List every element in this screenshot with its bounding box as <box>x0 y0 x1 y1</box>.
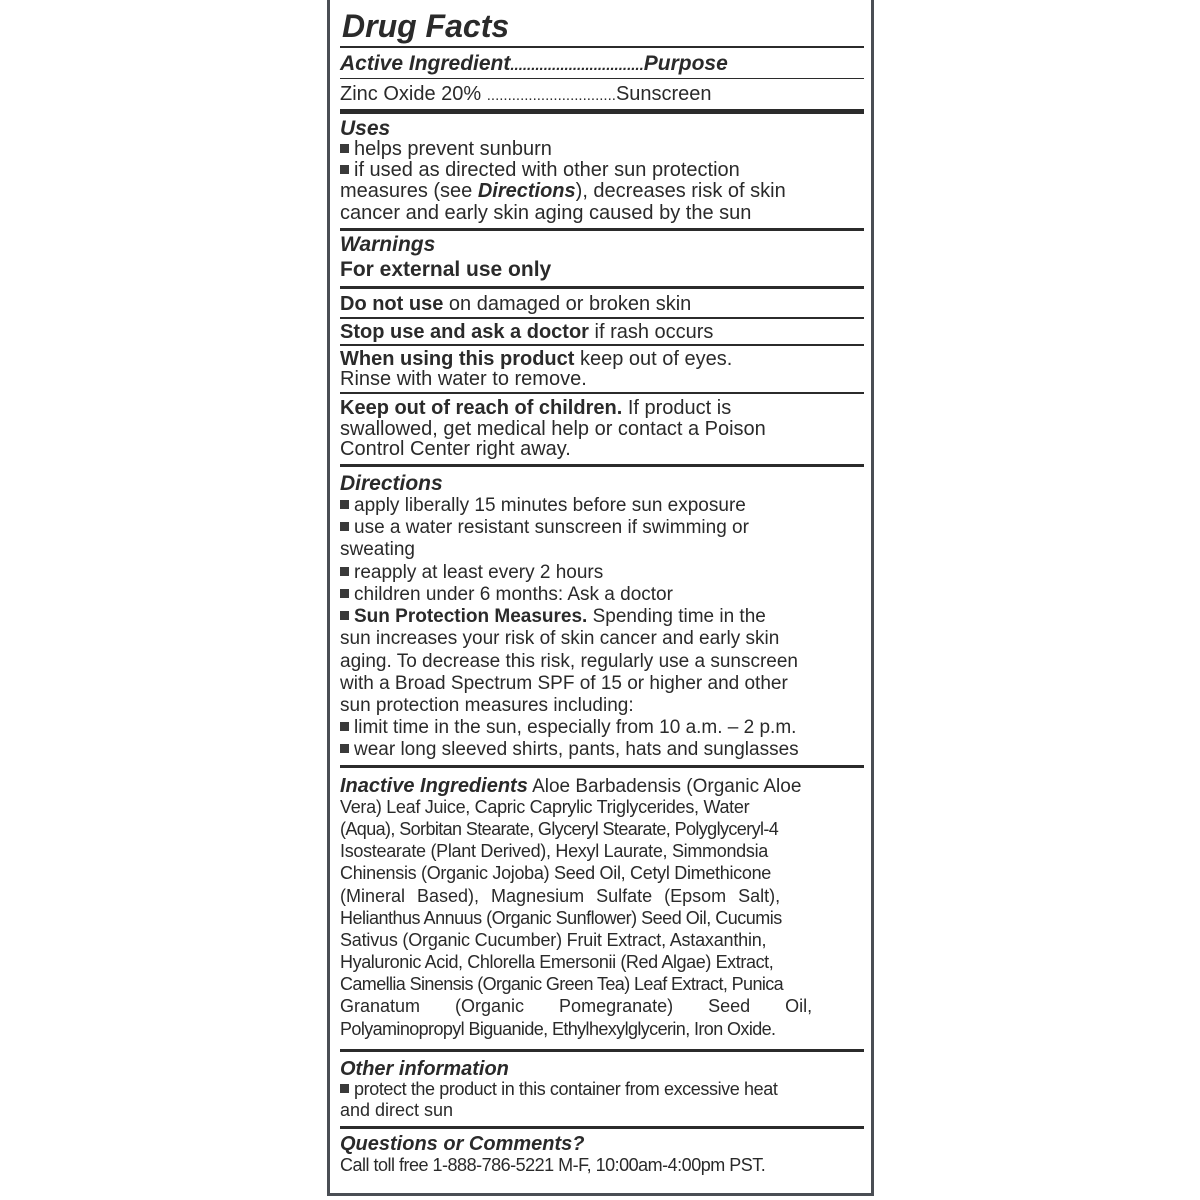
uses-text: helps prevent sunburn <box>354 138 552 160</box>
directions-line: with a Broad Spectrum SPF of 15 or higher and other <box>340 673 788 694</box>
inactive-line: (Aqua), Sorbitan Stearate, Glyceryl Stearate, Polyglyceryl-4 <box>340 819 779 839</box>
external-use-note: For external use only <box>340 258 552 281</box>
directions-line: sun protection measures including: <box>340 695 634 716</box>
uses-item <box>340 160 740 180</box>
divider <box>340 286 864 289</box>
bullet-icon <box>340 500 349 509</box>
inactive-line: Chinensis (Organic Jojoba) Seed Oil, Cetyl Dimethicone <box>340 863 771 883</box>
active-ingredient-heading <box>340 53 728 74</box>
when-using-line2: Rinse with water to remove. <box>340 368 587 390</box>
page-title: Drug Facts <box>342 8 510 44</box>
bullet-icon <box>340 567 349 576</box>
divider-thick <box>340 464 864 467</box>
questions-heading: Questions or Comments? <box>340 1133 585 1155</box>
bullet-icon <box>340 1084 349 1093</box>
directions-line: aging. To decrease this risk, regularly use a sunscreen <box>340 651 799 672</box>
uses-text: ), decreases risk of skin <box>575 180 786 202</box>
directions-text: use a water resistant sunscreen if swimming or <box>354 517 749 538</box>
directions-item <box>340 718 796 737</box>
warning-text: keep out of eyes. <box>574 348 733 370</box>
other-line: and direct sun <box>340 1100 454 1120</box>
bullet-icon <box>340 722 349 731</box>
warning-label: When using this product <box>340 348 575 370</box>
directions-text: Spending time in the <box>587 606 766 627</box>
inactive-text: Aloe Barbadensis (Organic Aloe <box>532 776 802 797</box>
bullet-icon <box>340 522 349 531</box>
divider <box>340 78 864 79</box>
divider-thick <box>340 765 864 768</box>
directions-line: sun increases your risk of skin cancer and early skin <box>340 628 780 649</box>
directions-line: sweating <box>340 539 415 560</box>
bullet-icon <box>340 144 349 153</box>
directions-item <box>340 740 799 759</box>
do-not-use-warning <box>340 294 691 314</box>
keep-out-line2: swallowed, get medical help or contact a Poison <box>340 418 766 440</box>
directions-subheading: Sun Protection Measures. <box>354 606 588 627</box>
inactive-line: (Mineral Based), Magnesium Sulfate (Epsom Salt), <box>340 886 781 906</box>
uses-heading: Uses <box>340 117 391 140</box>
warning-label: Keep out of reach of children. <box>340 397 623 419</box>
warning-label: Do not use <box>340 293 444 315</box>
ingredient-purpose: Sunscreen <box>615 83 712 105</box>
inactive-ingredients-heading: Inactive Ingredients <box>340 775 528 797</box>
divider <box>340 317 864 319</box>
divider-thick <box>340 109 864 114</box>
stop-use-warning <box>340 322 713 342</box>
divider <box>340 46 864 48</box>
uses-line <box>340 181 786 201</box>
uses-text: if used as directed with other sun protection <box>354 159 740 181</box>
warning-label: Stop use and ask a doctor <box>340 321 589 343</box>
inactive-line: Vera) Leaf Juice, Capric Caprylic Triglycerides, Water <box>340 797 750 817</box>
uses-text: measures (see <box>340 180 478 202</box>
other-item <box>340 1080 777 1098</box>
inactive-line: Granatum (Organic Pomegranate) Seed Oil, <box>340 996 813 1016</box>
directions-text: apply liberally 15 minutes before sun exposure <box>354 495 746 516</box>
divider <box>340 392 864 394</box>
inactive-line: Hyaluronic Acid, Chlorella Emersonii (Red Algae) Extract, <box>340 952 774 972</box>
warnings-heading: Warnings <box>340 233 436 256</box>
uses-item <box>340 139 552 159</box>
uses-directions-ref: Directions <box>477 180 576 202</box>
active-ingredient-row <box>340 84 712 104</box>
directions-item <box>340 518 749 537</box>
directions-heading: Directions <box>340 472 443 495</box>
directions-text: children under 6 months: Ask a doctor <box>354 584 673 605</box>
directions-text: limit time in the sun, especially from 10 a.m. – 2 p.m. <box>354 717 797 738</box>
bullet-icon <box>340 589 349 598</box>
questions-phone-line: Call toll free 1-888-786-5221 M-F, 10:00am-4:00pm PST. <box>340 1155 766 1175</box>
inactive-line: Polyaminopropyl Biguanide, Ethylhexylglycerin, Iron Oxide. <box>340 1019 776 1039</box>
inactive-line: Sativus (Organic Cucumber) Fruit Extract, Astaxanthin, <box>340 930 767 950</box>
active-heading-left: Active Ingredient <box>340 52 511 75</box>
active-heading-dots: ................................ <box>510 57 644 74</box>
directions-text: wear long sleeved shirts, pants, hats and sunglasses <box>354 739 799 760</box>
warning-text: on damaged or broken skin <box>443 293 692 315</box>
bullet-icon <box>340 611 349 620</box>
purpose-heading: Purpose <box>643 52 728 75</box>
ingredient-name: Zinc Oxide 20% <box>340 83 482 105</box>
directions-item <box>340 607 766 626</box>
keep-out-line3: Control Center right away. <box>340 438 571 460</box>
keep-out-warning <box>340 398 731 418</box>
bullet-icon <box>340 165 349 174</box>
inactive-line: Helianthus Annuus (Organic Sunflower) Seed Oil, Cucumis <box>340 908 782 928</box>
divider-thick <box>340 1049 864 1052</box>
divider-thick <box>340 1126 864 1129</box>
bullet-icon <box>340 744 349 753</box>
ingredient-dots: ............................... <box>486 87 616 104</box>
directions-item <box>340 563 603 582</box>
divider-thick <box>340 228 864 231</box>
directions-item <box>340 585 673 604</box>
uses-line: cancer and early skin aging caused by the sun <box>340 202 752 224</box>
directions-item <box>340 496 746 515</box>
inactive-ingredients-first-line <box>340 776 801 796</box>
directions-text: reapply at least every 2 hours <box>354 562 604 583</box>
warning-text: If product is <box>622 397 732 419</box>
inactive-line: Isostearate (Plant Derived), Hexyl Laurate, Simmondsia <box>340 841 768 861</box>
when-using-warning <box>340 349 732 369</box>
inactive-line: Camellia Sinensis (Organic Green Tea) Leaf Extract, Punica <box>340 974 784 994</box>
divider <box>340 344 864 346</box>
drug-facts-panel <box>327 0 874 1196</box>
warning-text: if rash occurs <box>588 321 714 343</box>
other-text: protect the product in this container from excessive heat <box>354 1079 778 1099</box>
other-information-heading: Other information <box>340 1058 509 1080</box>
